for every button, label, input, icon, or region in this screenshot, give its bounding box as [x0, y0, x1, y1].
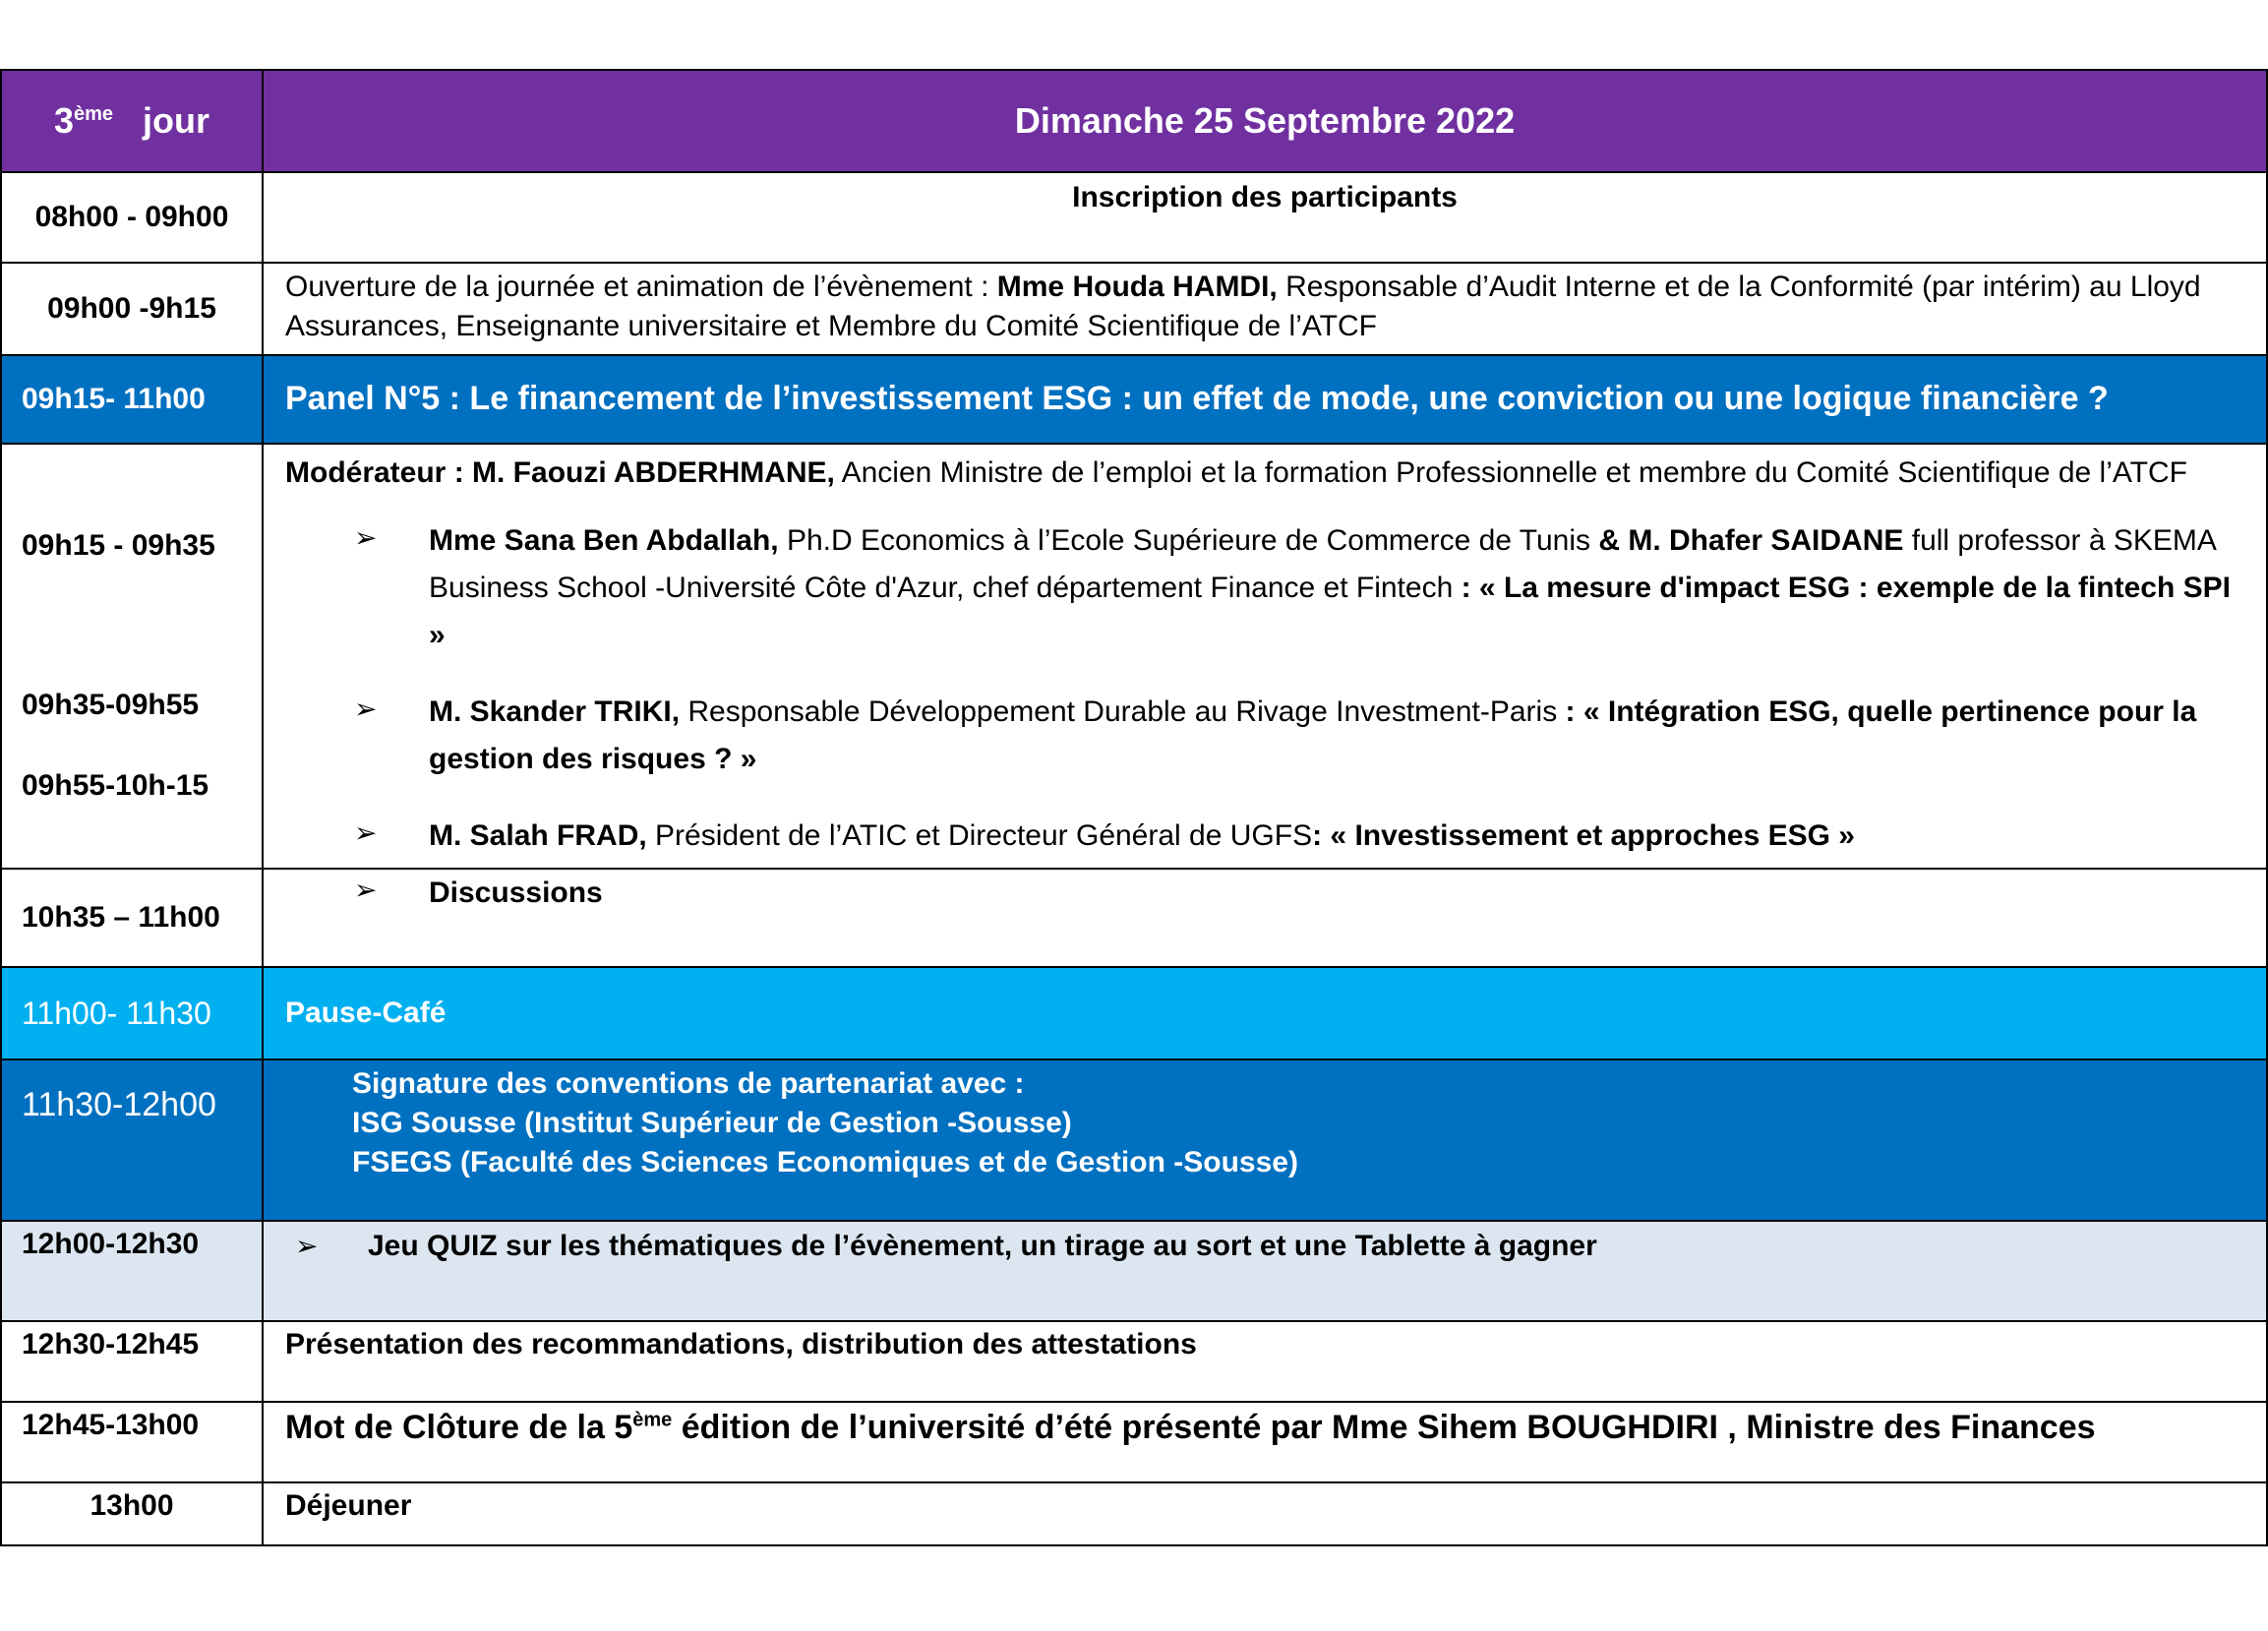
- moderator: Modérateur : M. Faouzi ABDERHMANE, Ancien Ministre de l’emploi et la formation Professionnelle et membre du Comité Scientifique de l’ATCF: [285, 456, 2187, 489]
- quiz-text: Jeu QUIZ sur les thématiques de l’évènement, un tirage au sort et une Tablette à gagner: [368, 1230, 1597, 1262]
- coffee-text: Pause-Café: [263, 967, 2267, 1059]
- program-table: [0, 69, 2268, 1546]
- panel-title: Panel N°5 : Le financement de l’investissement ESG : un effet de mode, une conviction ou une logique financière ?: [263, 355, 2267, 444]
- time-talk1: 09h15 - 09h35: [22, 529, 215, 562]
- signature-line: Signature des conventions de partenariat avec :: [352, 1067, 1025, 1100]
- time-cell: 12h45-13h00: [1, 1402, 263, 1482]
- talk-item: [285, 813, 2244, 860]
- row-quiz: [1, 1221, 2267, 1321]
- talk3-text: M. Salah FRAD, Président de l’ATIC et Directeur Général de UGFS: « Investissement et approches ESG »: [429, 819, 1855, 852]
- discussions-text: Discussions: [429, 876, 603, 909]
- talk-item: [285, 689, 2244, 783]
- day-date: Dimanche 25 Septembre 2022: [263, 70, 2267, 172]
- row-signature: [1, 1059, 2267, 1221]
- time-cell: 09h00 -9h15: [1, 263, 263, 355]
- discussions-content: [263, 869, 2267, 967]
- day-header-row: [1, 70, 2267, 172]
- quiz-item: [264, 1226, 2266, 1267]
- time-cell: 12h30-12h45: [1, 1321, 263, 1402]
- row-panel: [1, 355, 2267, 444]
- time-talk3: 09h55-10h-15: [22, 769, 209, 802]
- time-cell: 09h15- 11h00: [1, 355, 263, 444]
- arrow-bullet-icon: ➢: [354, 817, 378, 848]
- row-recommendations: [1, 1321, 2267, 1402]
- day-label: 3ème jour: [1, 70, 263, 172]
- arrow-bullet-icon: ➢: [354, 694, 378, 724]
- talk1-text: Mme Sana Ben Abdallah, Ph.D Economics à l’Ecole Supérieure de Commerce de Tunis & M. Dhafer SAIDANE full professor à SKEMA Business School -Université Côte d'Azur, chef département Finance et Fintech : « La mesure d'impact ESG : exemple de la fintech SPI »: [429, 524, 2231, 651]
- row-opening: [1, 263, 2267, 355]
- row-registration: [1, 172, 2267, 263]
- arrow-bullet-icon: ➢: [354, 522, 378, 553]
- time-cell: 13h00: [1, 1482, 263, 1545]
- row-lunch: [1, 1482, 2267, 1545]
- registration-text: Inscription des participants: [263, 172, 2267, 263]
- talk-times: [1, 444, 263, 869]
- opening-text: Ouverture de la journée et animation de l’évènement : Mme Houda HAMDI, Responsable d’Audit Interne et de la Conformité (par intérim) au Lloyd Assurances, Enseignante universitaire et Membre du Comité Scientifique de l’ATCF: [263, 263, 2267, 355]
- arrow-bullet-icon: ➢: [354, 875, 378, 905]
- talk-item: [285, 517, 2244, 659]
- lunch-text: Déjeuner: [263, 1482, 2267, 1545]
- closing-text: Mot de Clôture de la 5ème édition de l’université d’été présenté par Mme Sihem BOUGHDIRI , Ministre des Finances: [263, 1402, 2267, 1482]
- time-cell: 11h00- 11h30: [1, 967, 263, 1059]
- row-coffee: [1, 967, 2267, 1059]
- quiz-content: [263, 1221, 2267, 1321]
- time-cell: 10h35 – 11h00: [1, 869, 263, 967]
- discussion-item: [285, 870, 2244, 917]
- signature-partner: ISG Sousse (Institut Supérieur de Gestion -Sousse): [352, 1107, 1072, 1139]
- talks-content: [263, 444, 2267, 869]
- time-talk2: 09h35-09h55: [22, 689, 200, 721]
- arrow-bullet-icon: ➢: [295, 1231, 319, 1261]
- time-cell: 08h00 - 09h00: [1, 172, 263, 263]
- time-cell: 12h00-12h30: [1, 1221, 263, 1321]
- program-sheet: [0, 69, 2266, 1546]
- time-cell: 11h30-12h00: [1, 1059, 263, 1221]
- row-discussions: [1, 869, 2267, 967]
- row-closing: [1, 1402, 2267, 1482]
- recommendations-text: Présentation des recommandations, distribution des attestations: [263, 1321, 2267, 1402]
- row-talks: [1, 444, 2267, 869]
- talk2-text: M. Skander TRIKI, Responsable Développement Durable au Rivage Investment-Paris : « Intégration ESG, quelle pertinence pour la gestion des risques ? »: [429, 695, 2197, 775]
- signature-content: [263, 1059, 2267, 1221]
- signature-partner: FSEGS (Faculté des Sciences Economiques et de Gestion -Sousse): [352, 1146, 1298, 1178]
